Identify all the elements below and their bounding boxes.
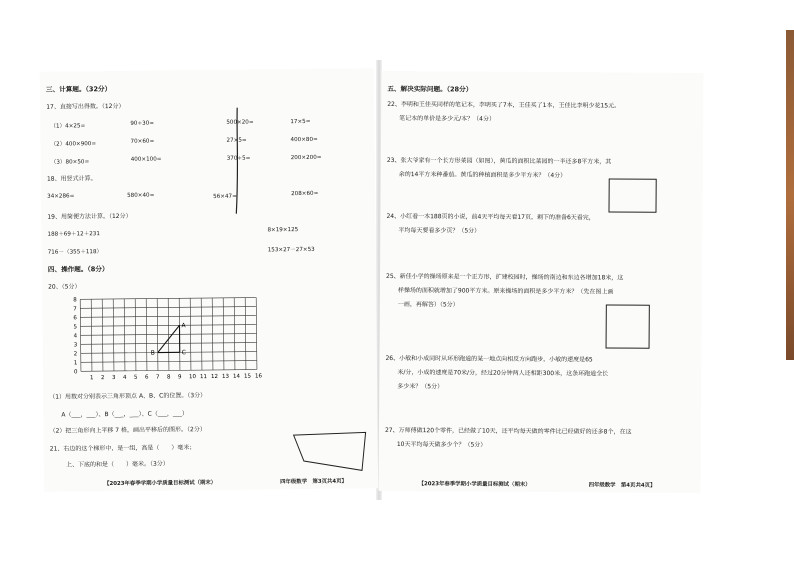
q17-item: （2）400×900=: [50, 141, 97, 148]
question-22: 22、李明和王佳买同样的笔记本，李明买了7本，王佳买了1本，王佳比李明少花15元。: [387, 100, 621, 110]
question-17: 17、直接写出得数。（12分）: [46, 102, 125, 111]
q19-item: 188＋69＋12＋231: [47, 231, 100, 238]
question-26-b: 米/分，小成的速度是70米/分，经过20分钟两人还相距300米，这条环跑道全长: [397, 368, 609, 378]
footer-left: 【2023年春季学期小学质量目标测试（期末）: [104, 479, 217, 488]
grid-y-tick: 6: [73, 315, 77, 322]
q19-item: 8×19×125: [267, 227, 299, 234]
q18-item: 56×47=: [213, 193, 237, 200]
grid-x-tick: 10: [188, 374, 197, 381]
question-24-b: 平均每天要看多少页？（5分）: [398, 227, 481, 235]
grid-x-tick: 13: [221, 373, 230, 380]
question-27: 27、万师傅做120个零件，已经做了10天，还平均每天做的零件比已经做好的还多8个，在这: [384, 426, 632, 436]
grid-x-tick: 9: [177, 374, 182, 381]
vertex-c-label: C: [181, 349, 187, 357]
grid-x-tick: 7: [155, 374, 160, 381]
q17-item: 500×20=: [226, 119, 254, 126]
section-5-title: 五、解决实际问题。（28分）: [387, 84, 473, 94]
q17-item: 70×60=: [130, 138, 155, 145]
q17-item: 400×80=: [290, 136, 318, 144]
grid-x-tick: 16: [254, 373, 263, 380]
q19-item: 716－（355＋118）: [47, 249, 103, 256]
grid-x-tick: 11: [199, 374, 208, 381]
question-22-b: 笔记本的单价是多少元/本？（4分）: [399, 115, 496, 123]
question-18: 18、用竖式计算。: [46, 175, 97, 183]
pencil-stroke: [230, 106, 245, 216]
q17-item: 27×5=: [226, 137, 247, 144]
q20-part-1: （1）用数对分别表示三角形顶点 A、B、C的位置。（3分）: [49, 392, 207, 401]
grid-y-tick: 0: [73, 369, 78, 376]
q20-answer-line: A（___，___）、B（___，___）、C（___，___）: [61, 410, 188, 419]
question-25: 25、新佳小学的操场原来是一个正方形，扩建校园时，操场的南边和东边各增加18米，这: [386, 272, 624, 282]
question-26: 26、小敏和小成同时从环形跑道的某一地点向相反方向跑步，小敏的速度是65: [385, 354, 593, 364]
q17-item: （3）80×50=: [50, 159, 90, 166]
footer-left-page: 四年级数学 第3页共4页】: [280, 478, 347, 486]
section-4-title: 四、操作题。（8分）: [47, 265, 109, 274]
q18-item: 208×60=: [291, 190, 319, 198]
grid-x-tick: 6: [144, 374, 149, 381]
grid-x-tick: 2: [100, 375, 105, 382]
grid-y-tick: 8: [73, 297, 77, 304]
square-field-figure: [606, 304, 650, 348]
q19-item: 153×27－27×53: [267, 246, 315, 254]
q20-part-2: （2）把三角形向上平移 7 格，画出平移后的图形。（2分）: [49, 426, 206, 435]
coordinate-grid: [68, 291, 279, 385]
grid-x-tick: 8: [166, 374, 171, 381]
trapezoid-figure: [290, 430, 372, 475]
grid-y-tick: 1: [73, 360, 78, 367]
question-27-b: 10天平均每天做多少个？（5分）: [396, 440, 487, 449]
grid-y-tick: 4: [73, 333, 78, 340]
grid-x-tick: 14: [232, 373, 241, 380]
left-page: [40, 68, 378, 491]
question-20: 20、（5分）: [48, 283, 81, 291]
grid-y-tick: 2: [73, 351, 78, 358]
q17-item: 90÷30=: [130, 120, 155, 127]
footer-right-page: 四年级数学 第4页共4页】: [588, 482, 656, 489]
q17-item: 400×100=: [130, 156, 162, 163]
question-25-b: 样操场的面积就增加了900平方米。原来操场的面积是多少平方米？（先在图上画: [397, 287, 614, 296]
grid-y-tick: 7: [73, 306, 77, 313]
grid-y-tick: 5: [73, 324, 78, 331]
question-21: 21、右边的这个梯形中，是一组，高是（ ）毫米；: [49, 444, 196, 453]
rectangle-garden-figure: [608, 178, 656, 212]
scan-edge-stripe: [786, 30, 794, 360]
grid-x-tick: 5: [133, 374, 138, 381]
question-24: 24、小红看一本188页的小说，前4天平均每天看17页，剩下的准备6天看完，: [386, 212, 595, 222]
q18-item: 34×286=: [47, 193, 75, 200]
vertex-a-label: A: [181, 322, 186, 330]
q17-item: 17×5=: [290, 118, 311, 126]
grid-x-tick: 15: [243, 373, 252, 380]
q17-item: 200×200=: [290, 154, 322, 162]
grid-x-tick: 1: [89, 375, 94, 382]
grid-x-tick: 4: [122, 374, 127, 381]
grid-x-tick: 3: [111, 374, 116, 382]
section-3-title: 三、计算题。（32分）: [45, 85, 112, 94]
question-19: 19、用简便方法计算。（12分）: [47, 212, 132, 221]
question-21-b: 上、下底的和是（ ）毫米。（3分）: [65, 460, 169, 469]
q18-item: 580×40=: [127, 192, 155, 199]
q17-item: （1）4×25=: [50, 123, 86, 130]
vertex-b-label: B: [150, 349, 155, 357]
question-25-c: 一画，再解答）（5分）: [397, 301, 459, 309]
grid-x-tick: 12: [210, 373, 219, 380]
footer-right: 【2023年春季学期小学质量目标测试（期末）: [418, 481, 531, 488]
question-26-c: 多少米？（5分）: [397, 382, 444, 391]
question-23-b: 余的14平方米种番茄。黄瓜的种植面积是多少平方米？（4分）: [398, 171, 567, 180]
grid-y-tick: 3: [73, 342, 78, 349]
right-page: [379, 71, 704, 493]
question-23: 23、张大爷家有一个长方形菜园（如图），黄瓜的面积比菜园的一半还多8平方米，其: [386, 156, 612, 166]
q17-item: 370÷5=: [226, 155, 251, 162]
